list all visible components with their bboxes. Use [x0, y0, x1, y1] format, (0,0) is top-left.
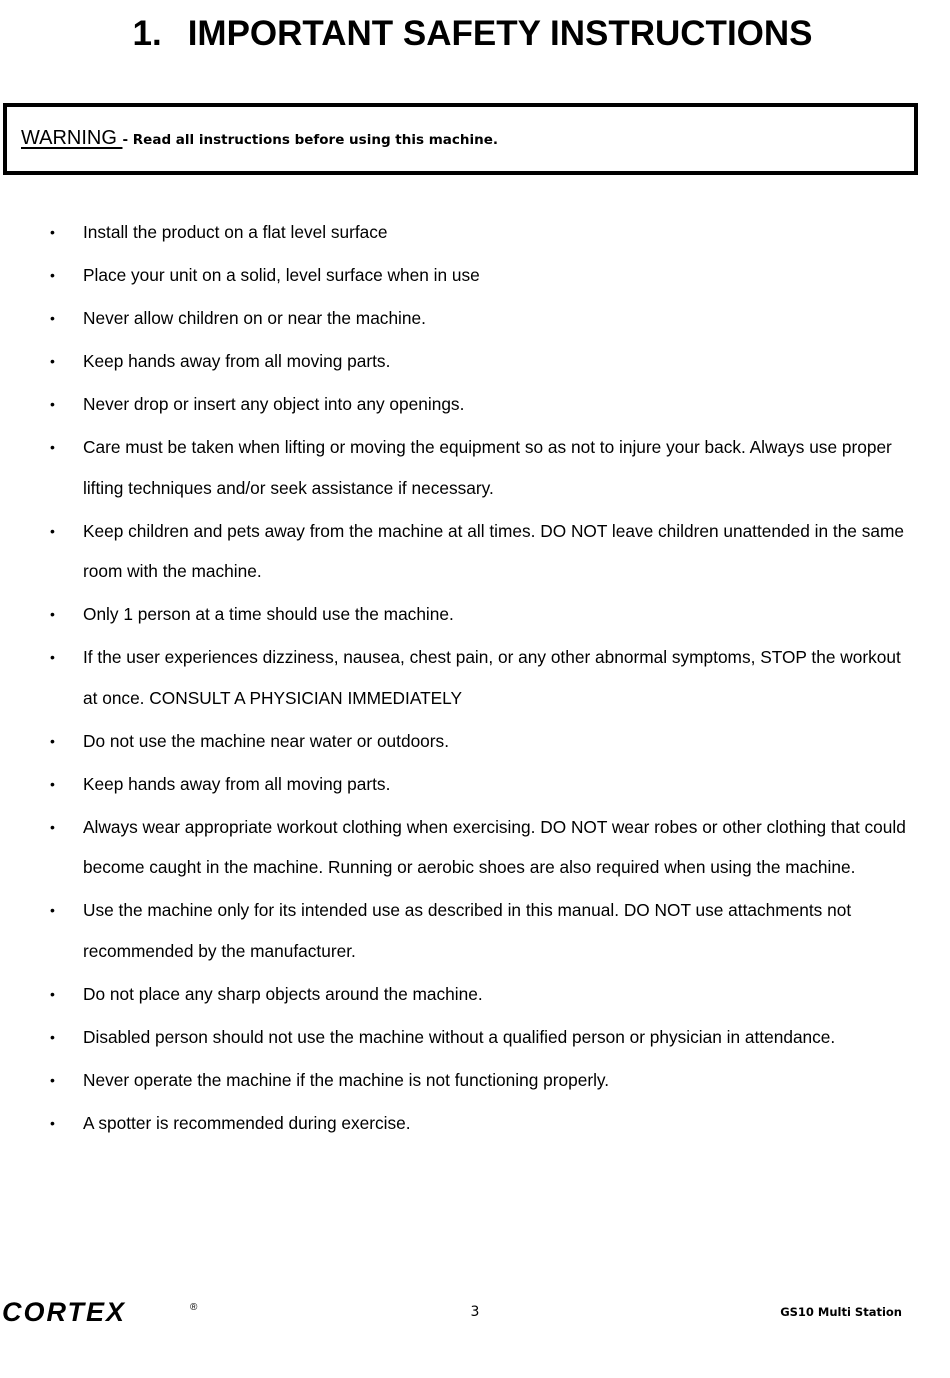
warning-box	[3, 103, 918, 175]
bullet-point: •	[50, 353, 55, 369]
section-heading	[0, 14, 945, 54]
document-name: GS10 Multi Station	[780, 1305, 902, 1319]
list-item	[0, 427, 950, 508]
list-item-text: Never operate the machine if the machine is not functioning properly.	[83, 1069, 610, 1090]
list-item	[0, 384, 950, 425]
list-item	[0, 890, 950, 971]
list-item-text: Never allow children on or near the machine.	[83, 308, 426, 328]
list-item	[0, 807, 950, 888]
brand-text: CORTEX	[2, 1298, 127, 1327]
bullet-point: •	[50, 1114, 55, 1131]
list-item	[0, 212, 950, 253]
bullet-point: •	[50, 649, 55, 665]
warning-label: WARNING	[21, 127, 123, 149]
list-item-text: Disabled person should not use the machine without a qualified person or physician in attendance.	[83, 1026, 836, 1047]
bullet-point: •	[50, 224, 55, 240]
list-item-text: Install the product on a flat level surface	[83, 222, 388, 242]
list-item	[0, 255, 950, 296]
list-item-text: Keep hands away from all moving parts.	[83, 351, 391, 371]
list-item-text: Keep children and pets away from the machine at all times. DO NOT leave children unattended in the same room with the machine.	[83, 520, 904, 581]
bullet-point: •	[50, 902, 55, 918]
bullet-point: •	[50, 1028, 55, 1045]
bullet-point: •	[50, 439, 55, 455]
list-item-text: Only 1 person at a time should use the machine.	[83, 604, 454, 624]
list-item	[0, 721, 950, 762]
bullet-point: •	[50, 732, 55, 749]
list-item-text: Do not place any sharp objects around the machine.	[83, 983, 483, 1004]
page-number: 3	[470, 1304, 480, 1320]
list-item	[0, 1103, 950, 1144]
bullet-point: •	[50, 606, 55, 622]
list-item-text: Always wear appropriate workout clothing when exercising. DO NOT wear robes or other clothing that could become caught in the machine. Running or aerobic shoes are also required when using the machine.	[83, 816, 906, 877]
list-item-text: Do not use the machine near water or outdoors.	[83, 730, 449, 751]
list-item-text: A spotter is recommended during exercise.	[83, 1112, 411, 1133]
warning-line	[21, 127, 498, 150]
bullet-point: •	[50, 310, 55, 326]
list-item-text: If the user experiences dizziness, nausea, chest pain, or any other abnormal symptoms, STOP the workout at once. CONSULT A PHYSICIAN IMMEDIATELY	[83, 647, 901, 708]
list-item-text: Never drop or insert any object into any openings.	[83, 394, 465, 414]
bullet-point: •	[50, 1071, 55, 1088]
safety-instructions-list	[0, 212, 950, 1146]
list-item	[0, 1060, 950, 1101]
list-item	[0, 594, 950, 635]
bullet-point: •	[50, 522, 55, 539]
bullet-point: •	[50, 818, 55, 835]
list-item-text: Care must be taken when lifting or moving the equipment so as not to injure your back. Always use proper lifting techniques and/or seek assistance if necessary.	[83, 437, 892, 498]
list-item-text: Place your unit on a solid, level surface when in use	[83, 265, 480, 285]
list-item	[0, 637, 950, 718]
bullet-point: •	[50, 775, 55, 792]
bullet-point: •	[50, 985, 55, 1002]
registered-mark: ®	[190, 1302, 198, 1313]
section-number: 1.	[132, 14, 162, 53]
list-item	[0, 341, 950, 382]
list-item-text: Keep hands away from all moving parts.	[83, 773, 391, 794]
list-item	[0, 1017, 950, 1058]
list-item	[0, 511, 950, 592]
section-title: IMPORTANT SAFETY INSTRUCTIONS	[187, 14, 813, 53]
list-item	[0, 298, 950, 339]
list-item	[0, 764, 950, 805]
list-item	[0, 974, 950, 1015]
bullet-point: •	[50, 267, 55, 283]
bullet-point: •	[50, 396, 55, 412]
list-item-text: Use the machine only for its intended use as described in this manual. DO NOT use attachments not recommended by the manufacturer.	[83, 900, 852, 961]
warning-text: - Read all instructions before using this machine.	[122, 132, 499, 148]
